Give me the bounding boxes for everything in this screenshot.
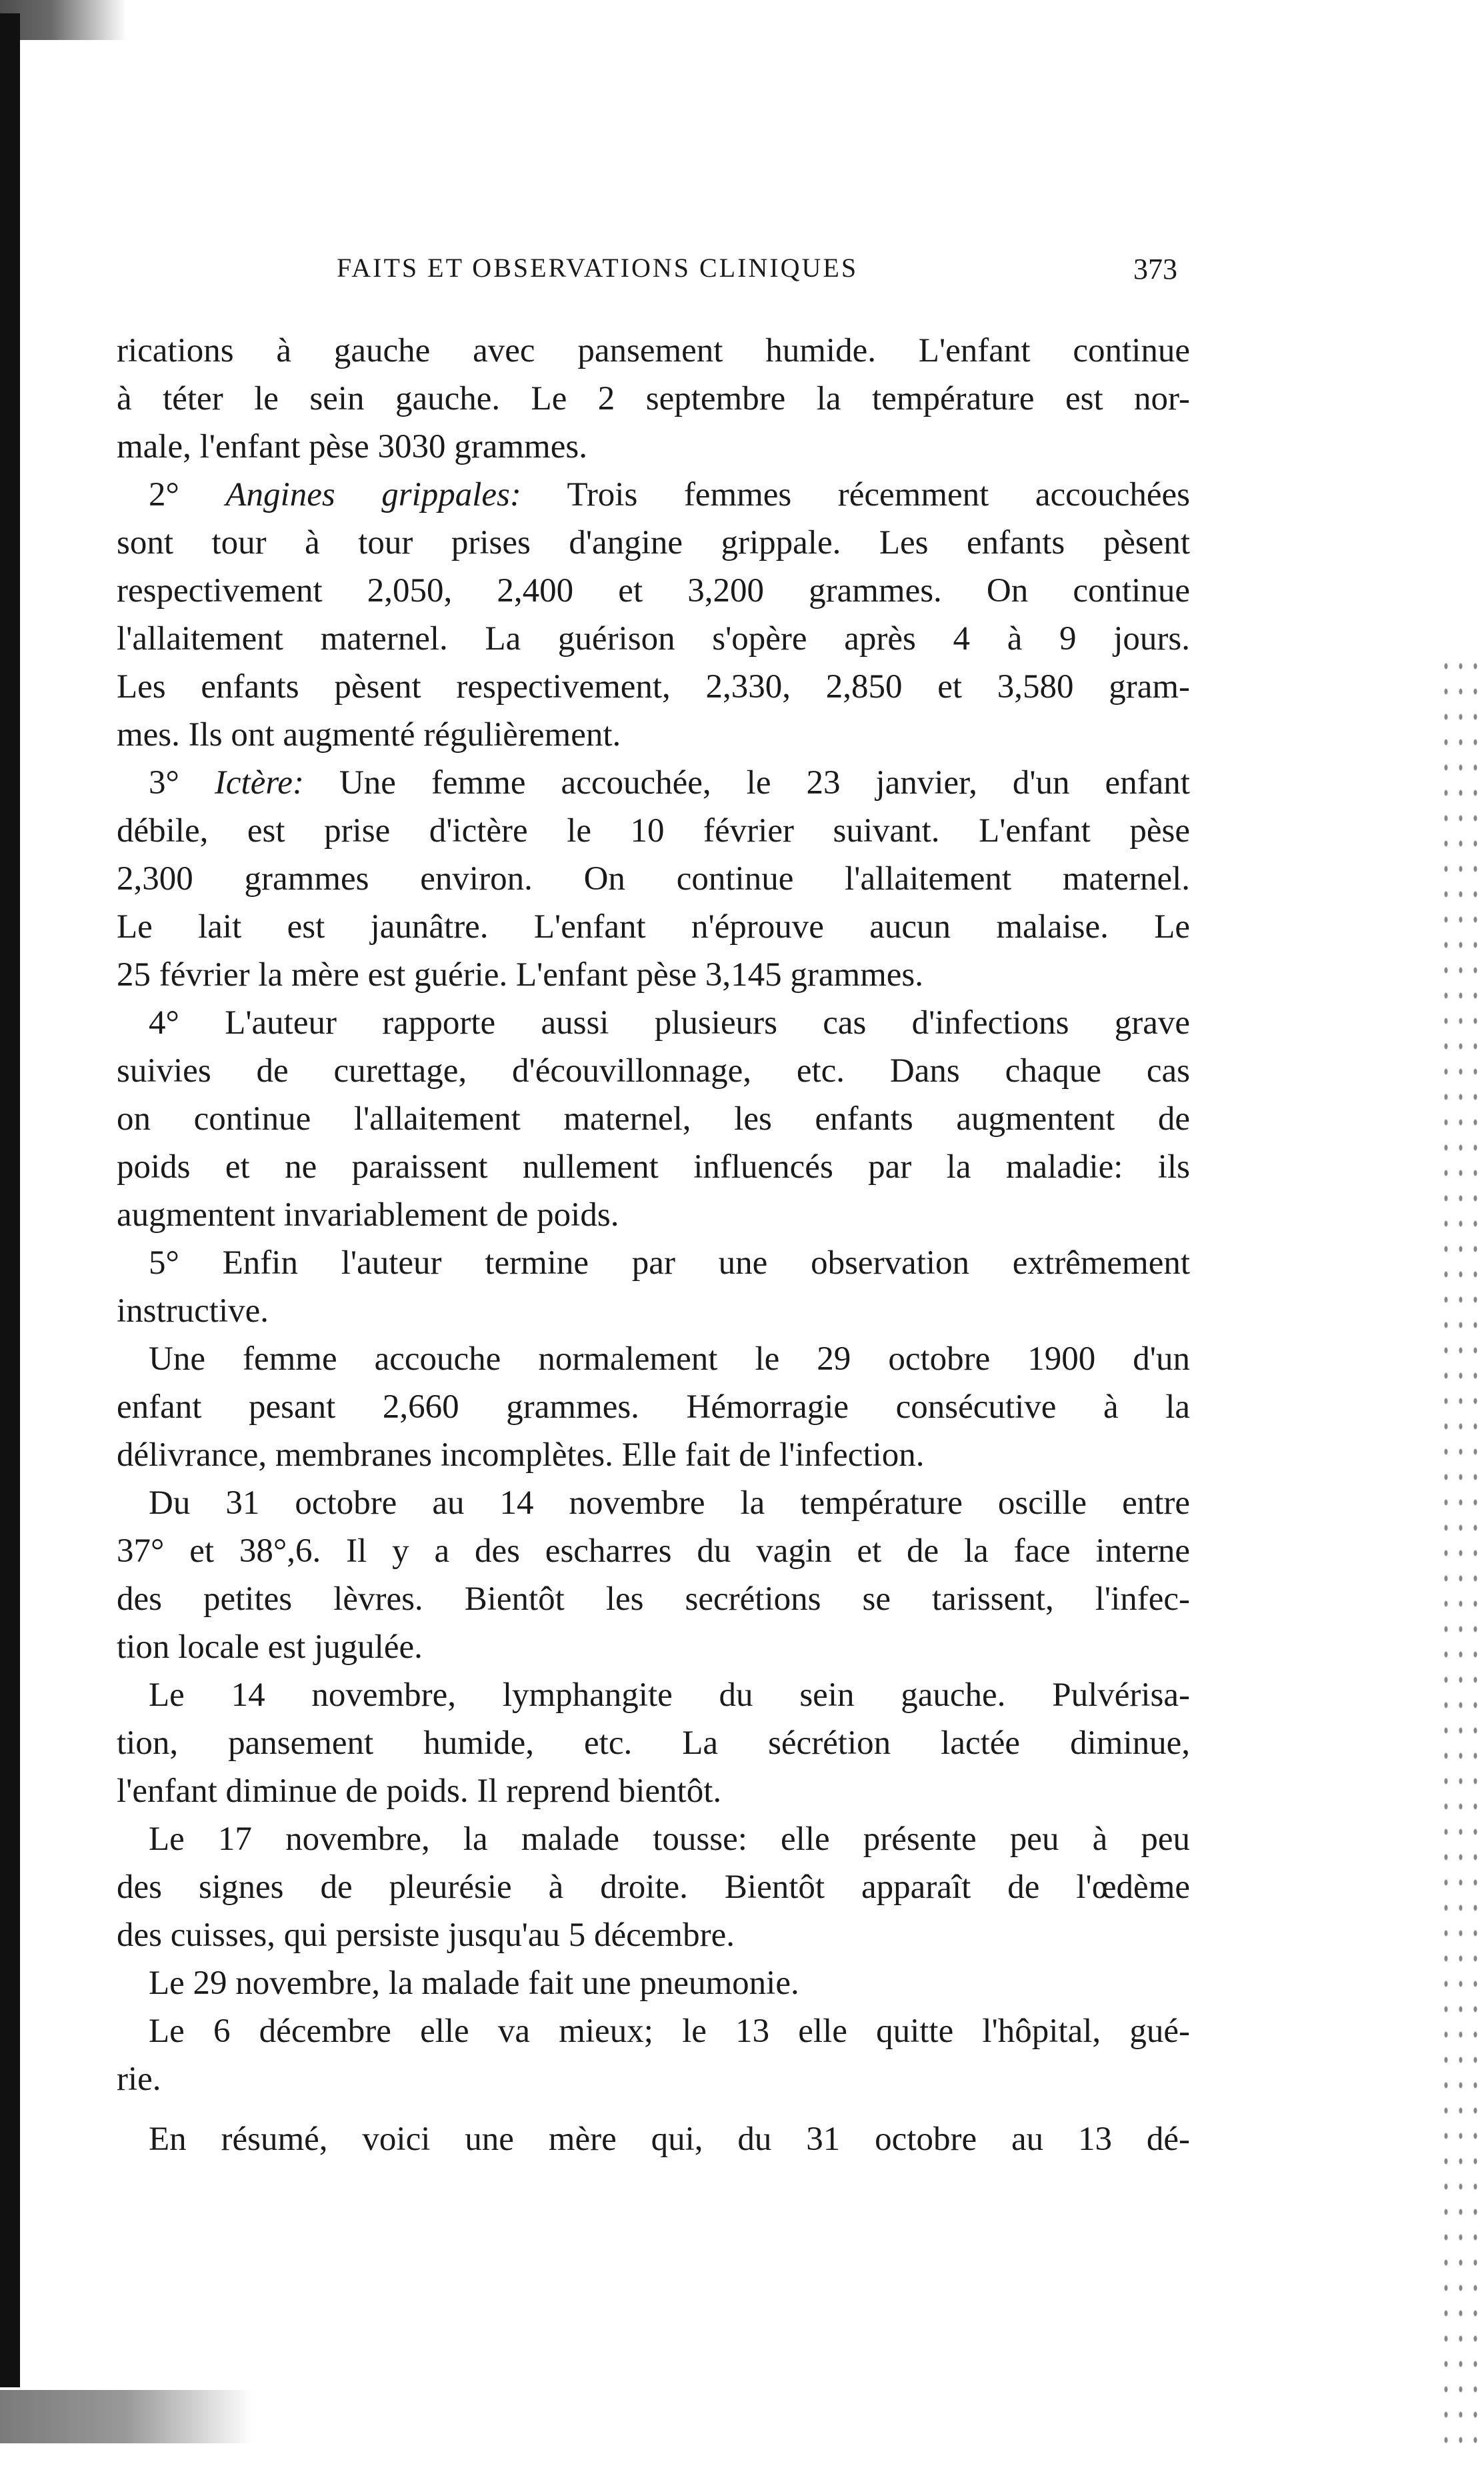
text-line: 37° et 38°,6. Il y a des escharres du vagin et de la face interne: [117, 1532, 1190, 1570]
text-line: Le 29 novembre, la malade fait une pneumonie.: [149, 1965, 799, 2002]
text-line: tion locale est jugulée.: [117, 1628, 423, 1666]
text-line: sont tour à tour prises d'angine grippale. Les enfants pèsent: [117, 524, 1190, 561]
text-line: mes. Ils ont augmenté régulièrement.: [117, 716, 621, 754]
text-line: augmentent invariablement de poids.: [117, 1196, 619, 1234]
page-binding-edge: [0, 13, 20, 2387]
text-line: 4° L'auteur rapporte aussi plusieurs cas d'infections grave: [149, 1004, 1190, 1042]
text-line: l'allaitement maternel. La guérison s'opère après 4 à 9 jours.: [117, 620, 1190, 658]
text-line: 2,300 grammes environ. On continue l'allaitement maternel.: [117, 860, 1190, 898]
text-line: délivrance, membranes incomplètes. Elle fait de l'infection.: [117, 1436, 925, 1474]
text-line: enfant pesant 2,660 grammes. Hémorragie consécutive à la: [117, 1388, 1190, 1426]
section-number: 2°: [149, 476, 226, 513]
text-line: des cuisses, qui persiste jusqu'au 5 décembre.: [117, 1917, 735, 1954]
text-line: poids et ne paraissent nullement influencés par la maladie: ils: [117, 1148, 1190, 1186]
text-line: des petites lèvres. Bientôt les secrétions se tarissent, l'infec-: [117, 1580, 1190, 1618]
text-run: Une femme accouchée, le 23 janvier, d'un enfant: [303, 764, 1190, 802]
text-line: suivies de curettage, d'écouvillonnage, etc. Dans chaque cas: [117, 1052, 1190, 1090]
text-run: Trois femmes récemment accouchées: [521, 476, 1190, 513]
text-line: [117, 471, 1190, 519]
text-line: instructive.: [117, 1292, 269, 1330]
running-header: [0, 252, 1484, 292]
text-line: Les enfants pèsent respectivement, 2,330, 2,850 et 3,580 gram-: [117, 668, 1190, 706]
scan-artifacts-right-margin: [1439, 654, 1479, 2454]
text-line: male, l'enfant pèse 3030 grammes.: [117, 428, 587, 465]
page-number: 373: [1133, 253, 1177, 285]
text-line: En résumé, voici une mère qui, du 31 octobre au 13 dé-: [149, 2121, 1190, 2158]
text-line: Le 17 novembre, la malade tousse: elle présente peu à peu: [149, 1820, 1190, 1858]
text-line: rications à gauche avec pansement humide. L'enfant continue: [117, 332, 1190, 369]
text-line: Du 31 octobre au 14 novembre la température oscille entre: [149, 1484, 1190, 1522]
text-line: tion, pansement humide, etc. La sécrétion lactée diminue,: [117, 1724, 1190, 1762]
text-line: l'enfant diminue de poids. Il reprend bientôt.: [117, 1772, 722, 1810]
section-heading-angines: Angines grippales:: [225, 476, 521, 513]
text-line: Le 14 novembre, lymphangite du sein gauche. Pulvérisa-: [149, 1676, 1190, 1714]
running-title: FAITS ET OBSERVATIONS CLINIQUES: [337, 253, 859, 283]
text-line: Le lait est jaunâtre. L'enfant n'éprouve aucun malaise. Le: [117, 908, 1190, 946]
text-line: à téter le sein gauche. Le 2 septembre la température est nor-: [117, 380, 1190, 417]
section-heading-ictere: Ictère:: [214, 764, 304, 802]
text-line: [117, 759, 1190, 807]
text-line: respectivement 2,050, 2,400 et 3,200 grammes. On continue: [117, 572, 1190, 609]
text-line: 5° Enfin l'auteur termine par une observation extrêmement: [149, 1244, 1190, 1282]
scan-shadow-bottom-left: [0, 2390, 253, 2443]
text-line: Le 6 décembre elle va mieux; le 13 elle quitte l'hôpital, gué-: [149, 2013, 1190, 2050]
section-number: 3°: [149, 764, 215, 802]
text-line: Une femme accouche normalement le 29 octobre 1900 d'un: [149, 1340, 1190, 1378]
text-line: 25 février la mère est guérie. L'enfant pèse 3,145 grammes.: [117, 956, 924, 994]
body-text: [117, 327, 1190, 2163]
text-line: des signes de pleurésie à droite. Bientôt apparaît de l'œdème: [117, 1869, 1190, 1906]
text-line: rie.: [117, 2061, 161, 2098]
text-line: débile, est prise d'ictère le 10 février suivant. L'enfant pèse: [117, 812, 1190, 850]
text-line: on continue l'allaitement maternel, les enfants augmentent de: [117, 1100, 1190, 1138]
